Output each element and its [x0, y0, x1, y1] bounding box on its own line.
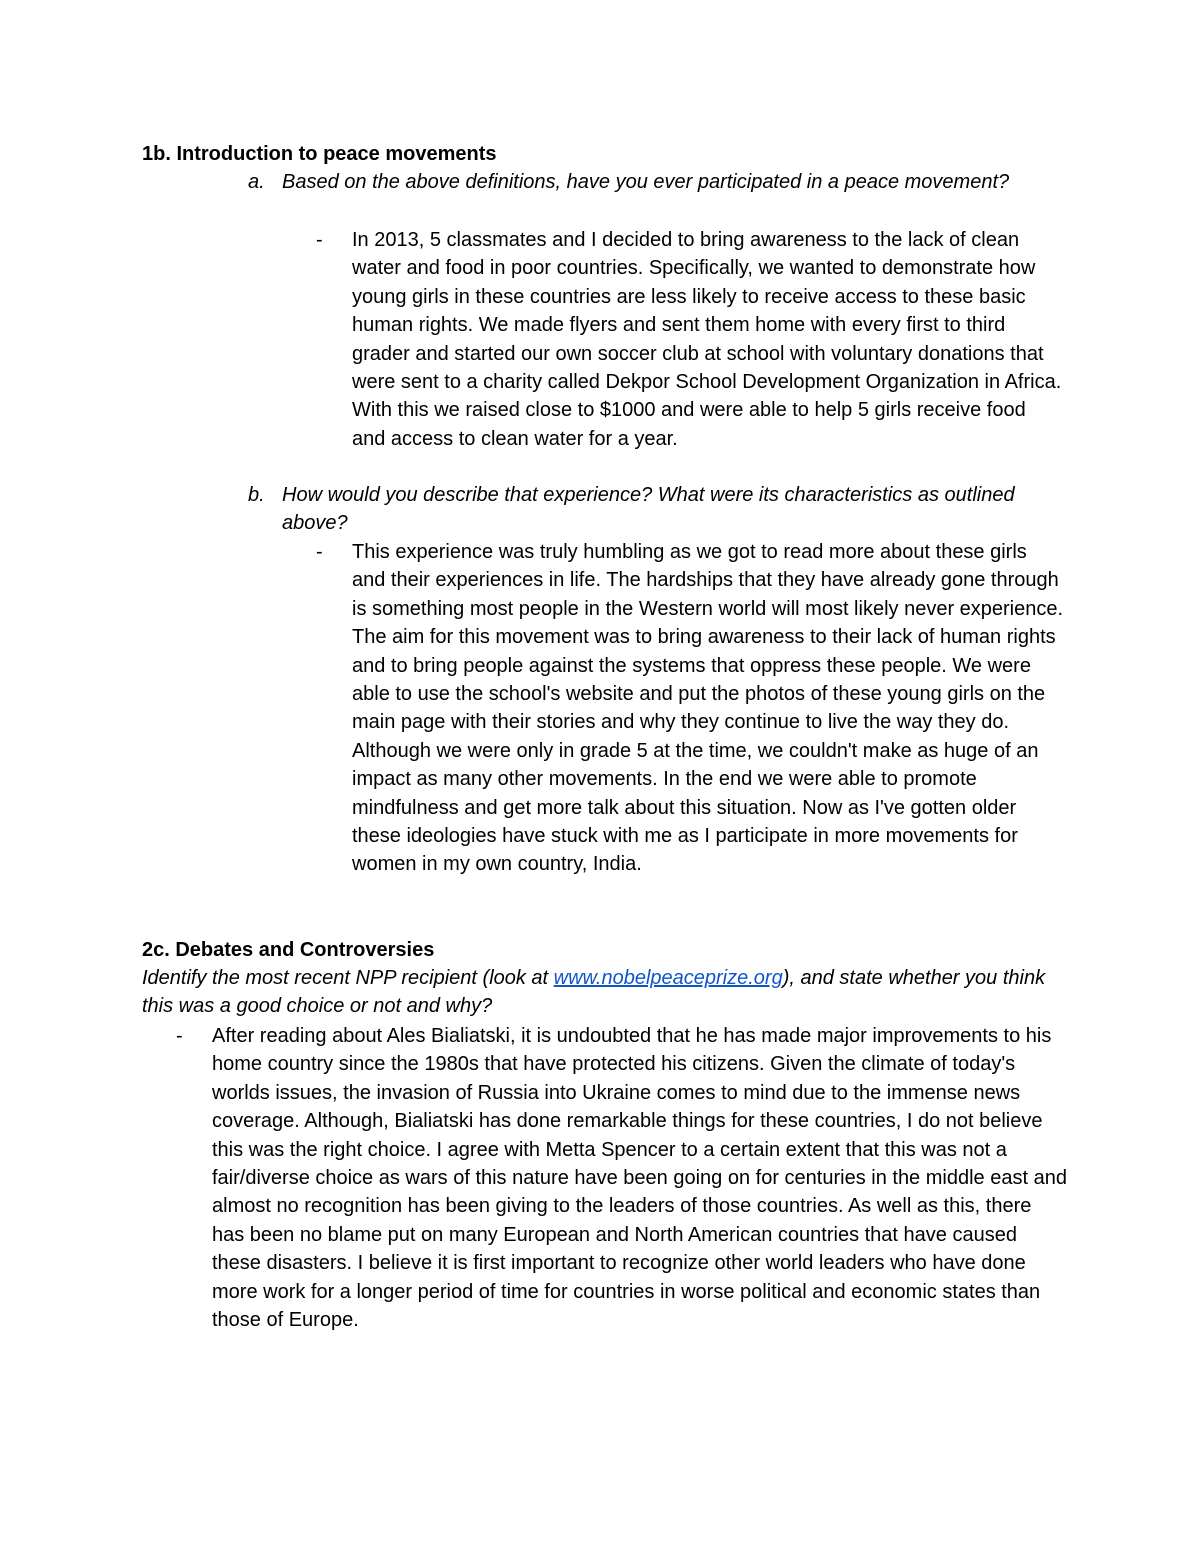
answer-b-dash: -	[316, 541, 323, 563]
answer-a-dash: -	[316, 229, 323, 251]
answer-b-text: This experience was truly humbling as we got to read more about these girls and their experiences in life. The hardships that they have already gone through is something most people in the Western world will most likely never experience. The aim for this movement was to bring awareness to their lack of human rights and to bring people against the systems that oppress these people. We were able to use the school's website and put the photos of these young girls on the main page with their stories and why they continue to live the way they do. Although we were only in grade 5 at the time, we couldn't make as huge of an impact as many other movements. In the end we were able to promote mindfulness and get more talk about this situation. Now as I've gotten older these ideologies have stuck with me as I participate in more movements for women in my own country, India.	[352, 541, 1064, 876]
section-2c-heading: 2c. Debates and Controversies	[142, 939, 435, 961]
section-2c-prompt	[142, 964, 1062, 1021]
question-a-marker: a.	[248, 171, 265, 193]
answer-a-text: In 2013, 5 classmates and I decided to bring awareness to the lack of clean water and food in poor countries. Specifically, we wanted to demonstrate how young girls in these countries are less likely to receive access to these basic human rights. We made flyers and sent them home with every first to third grader and started our own soccer club at school with voluntary donations that were sent to a charity called Dekpor School Development Organization in Africa. With this we raised close to $1000 and were able to help 5 girls receive food and access to clean water for a year.	[352, 229, 1062, 450]
prompt-text-before: Identify the most recent NPP recipient (look at	[142, 967, 554, 989]
question-b-text: How would you describe that experience? What were its characteristics as outlined above?	[282, 484, 1015, 535]
prompt-text-after: ), and state whether you think this was a good choice or not and why?	[142, 967, 1046, 1018]
nobel-peace-prize-link[interactable]: www.nobelpeaceprize.org	[553, 967, 783, 989]
question-b-marker: b.	[248, 484, 265, 506]
answer-2c-dash: -	[176, 1025, 183, 1047]
question-a-text: Based on the above definitions, have you ever participated in a peace movement?	[282, 171, 1010, 193]
section-1b-heading: 1b. Introduction to peace movements	[142, 143, 497, 165]
answer-2c-text: After reading about Ales Bialiatski, it is undoubted that he has made major improvements to his home country since the 1980s that have protected his citizens. Given the climate of today's worlds issues, the invasion of Russia into Ukraine comes to mind due to the immense news coverage. Although, Bialiatski has done remarkable things for these countries, I do not believe this was the right choice. I agree with Metta Spencer to a certain extent that this was not a fair/diverse choice as wars of this nature have been going on for centuries in the middle east and almost no recognition has been giving to the leaders of those countries. As well as this, there has been no blame put on many European and North American countries that have caused these disasters. I believe it is first important to recognize other world leaders who have done more work for a longer period of time for countries in worse political and economic states than those of Europe.	[212, 1025, 1067, 1332]
